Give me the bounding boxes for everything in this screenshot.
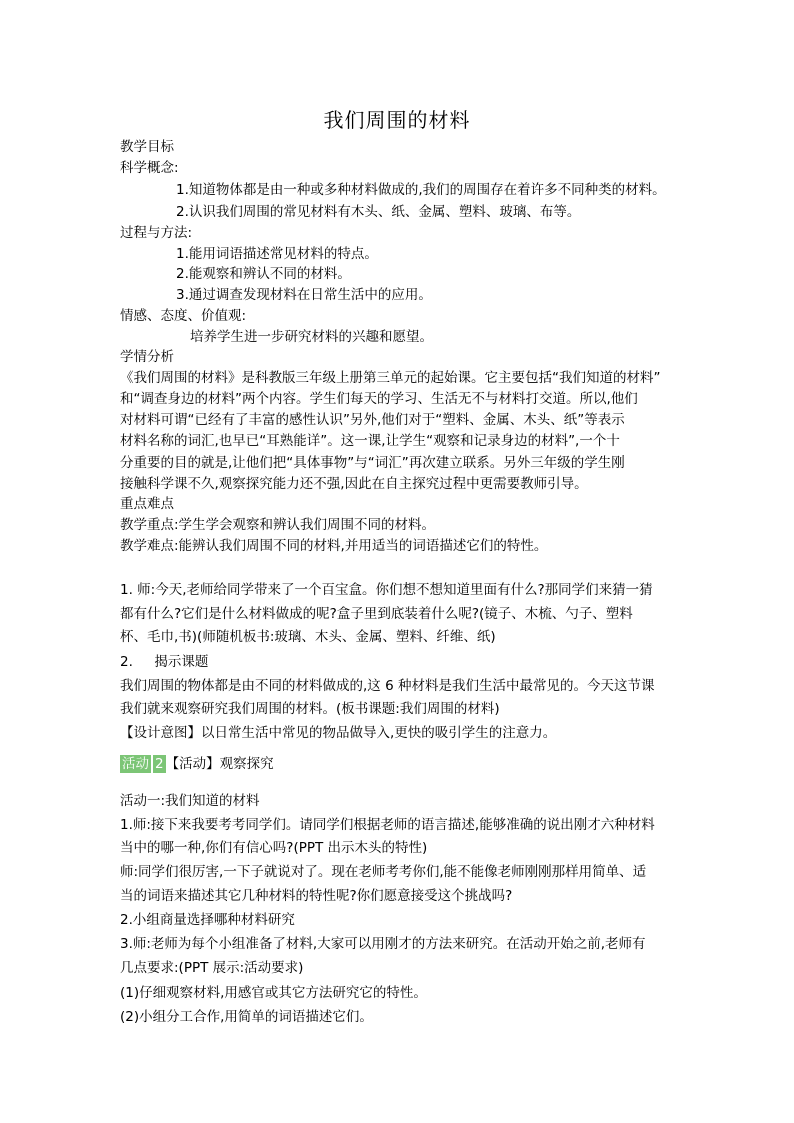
process-item: 1.能用词语描述常见材料的特点。 [176,246,378,262]
activity-number: 2 [155,756,164,772]
analysis-line: 分重要的目的就是,让他们把“具体事物”与“词汇”再次建立联系。另外三年级的学生刚 [120,455,625,471]
analysis-line: 对材料可谓“已经有了丰富的感性认识”另外,他们对于“塑料、金属、木头、纸”等表示 [120,412,625,428]
step1-line: 杯、毛巾,书)(师随机板书:玻璃、木头、金属、塑料、纤维、纸) [120,629,496,645]
concept-item: 1.知道物体都是由一种或多种材料做成的,我们的周围存在着许多不同种类的材料。 [176,182,666,198]
page-title: 我们周围的材料 [323,108,471,132]
concept-item: 2.认识我们周围的常见材料有木头、纸、金属、塑料、玻璃、布等。 [176,204,581,220]
design-intent: 【设计意图】以日常生活中常见的物品做导入,更快的吸引学生的注意力。 [120,725,557,741]
analysis-line: 《我们周围的材料》是科教版三年级上册第三单元的起始课。它主要包括“我们知道的材料” [120,370,661,386]
activity-line: 3.师:老师为每个小组准备了材料,大家可以用刚才的方法来研究。在活动开始之前,老师有 [120,936,646,952]
activity-line: (2)小组分工合作,用简单的词语描述它们。 [120,1009,373,1025]
attitude-text: 培养学生进一步研究材料的兴趣和愿望。 [190,329,433,345]
key-heading: 重点难点 [120,496,174,512]
activity-tag: 活动 [122,756,149,772]
process-heading: 过程与方法: [120,225,193,241]
step2-heading: 2. 揭示课题 [120,654,209,670]
activity1-heading: 活动一:我们知道的材料 [120,793,260,809]
activity-line: 2.小组商量选择哪种材料研究 [120,912,295,928]
attitude-heading: 情感、态度、价值观: [120,308,247,324]
process-item: 2.能观察和辨认不同的材料。 [176,266,351,282]
analysis-line: 材料名称的词汇,也早已“耳熟能详”。这一课,让学生“观察和记录身边的材料”,一个十 [120,433,620,449]
step2-line: 我们周围的物体都是由不同的材料做成的,这 6 种材料是我们生活中最常见的。今天这节课 [120,678,655,694]
activity-line: 几点要求:(PPT 展示:活动要求) [120,960,304,976]
concept-heading: 科学概念: [120,160,179,176]
process-item: 3.通过调查发现材料在日常生活中的应用。 [176,287,432,303]
activity-line: 当的词语来描述其它几种材料的特性呢?你们愿意接受这个挑战吗? [120,888,513,904]
key-point: 教学重点:学生学会观察和辨认我们周围不同的材料。 [120,517,436,533]
activity-title: 【活动】观察探究 [165,756,274,772]
analysis-heading: 学情分析 [120,349,174,365]
step2-line: 我们就来观察研究我们周围的材料。(板书课题:我们周围的材料) [120,701,500,717]
activity-heading-row [120,754,274,774]
analysis-line: 接触科学课不久,观察探究能力还不强,因此在自主探究过程中更需要教师引导。 [120,476,588,492]
step1-line: 都有什么?它们是什么材料做成的呢?盒子里到底装着什么呢?(镜子、木梳、勺子、塑料 [120,606,633,622]
activity-line: 师:同学们很厉害,一下子就说对了。现在老师考考你们,能不能像老师刚刚那样用简单、适 [120,864,647,880]
activity-line: 当中的哪一种,你们有信心吗?(PPT 出示木头的特性) [120,840,428,856]
analysis-line: 和“调查身边的材料”两个内容。学生们每天的学习、生活无不与材料打交道。所以,他们 [120,391,638,407]
activity-line: 1.师:接下来我要考考同学们。请同学们根据老师的语言描述,能够准确的说出刚才六种材料 [120,817,655,833]
activity-line: (1)仔细观察材料,用感官或其它方法研究它的特性。 [120,985,427,1001]
goals-heading: 教学目标 [120,139,174,155]
difficult-point: 教学难点:能辨认我们周围不同的材料,并用适当的词语描述它们的特性。 [120,538,548,554]
step1-line: 1. 师:今天,老师给同学带来了一个百宝盒。你们想不想知道里面有什么?那同学们来猜一猜 [120,582,653,598]
